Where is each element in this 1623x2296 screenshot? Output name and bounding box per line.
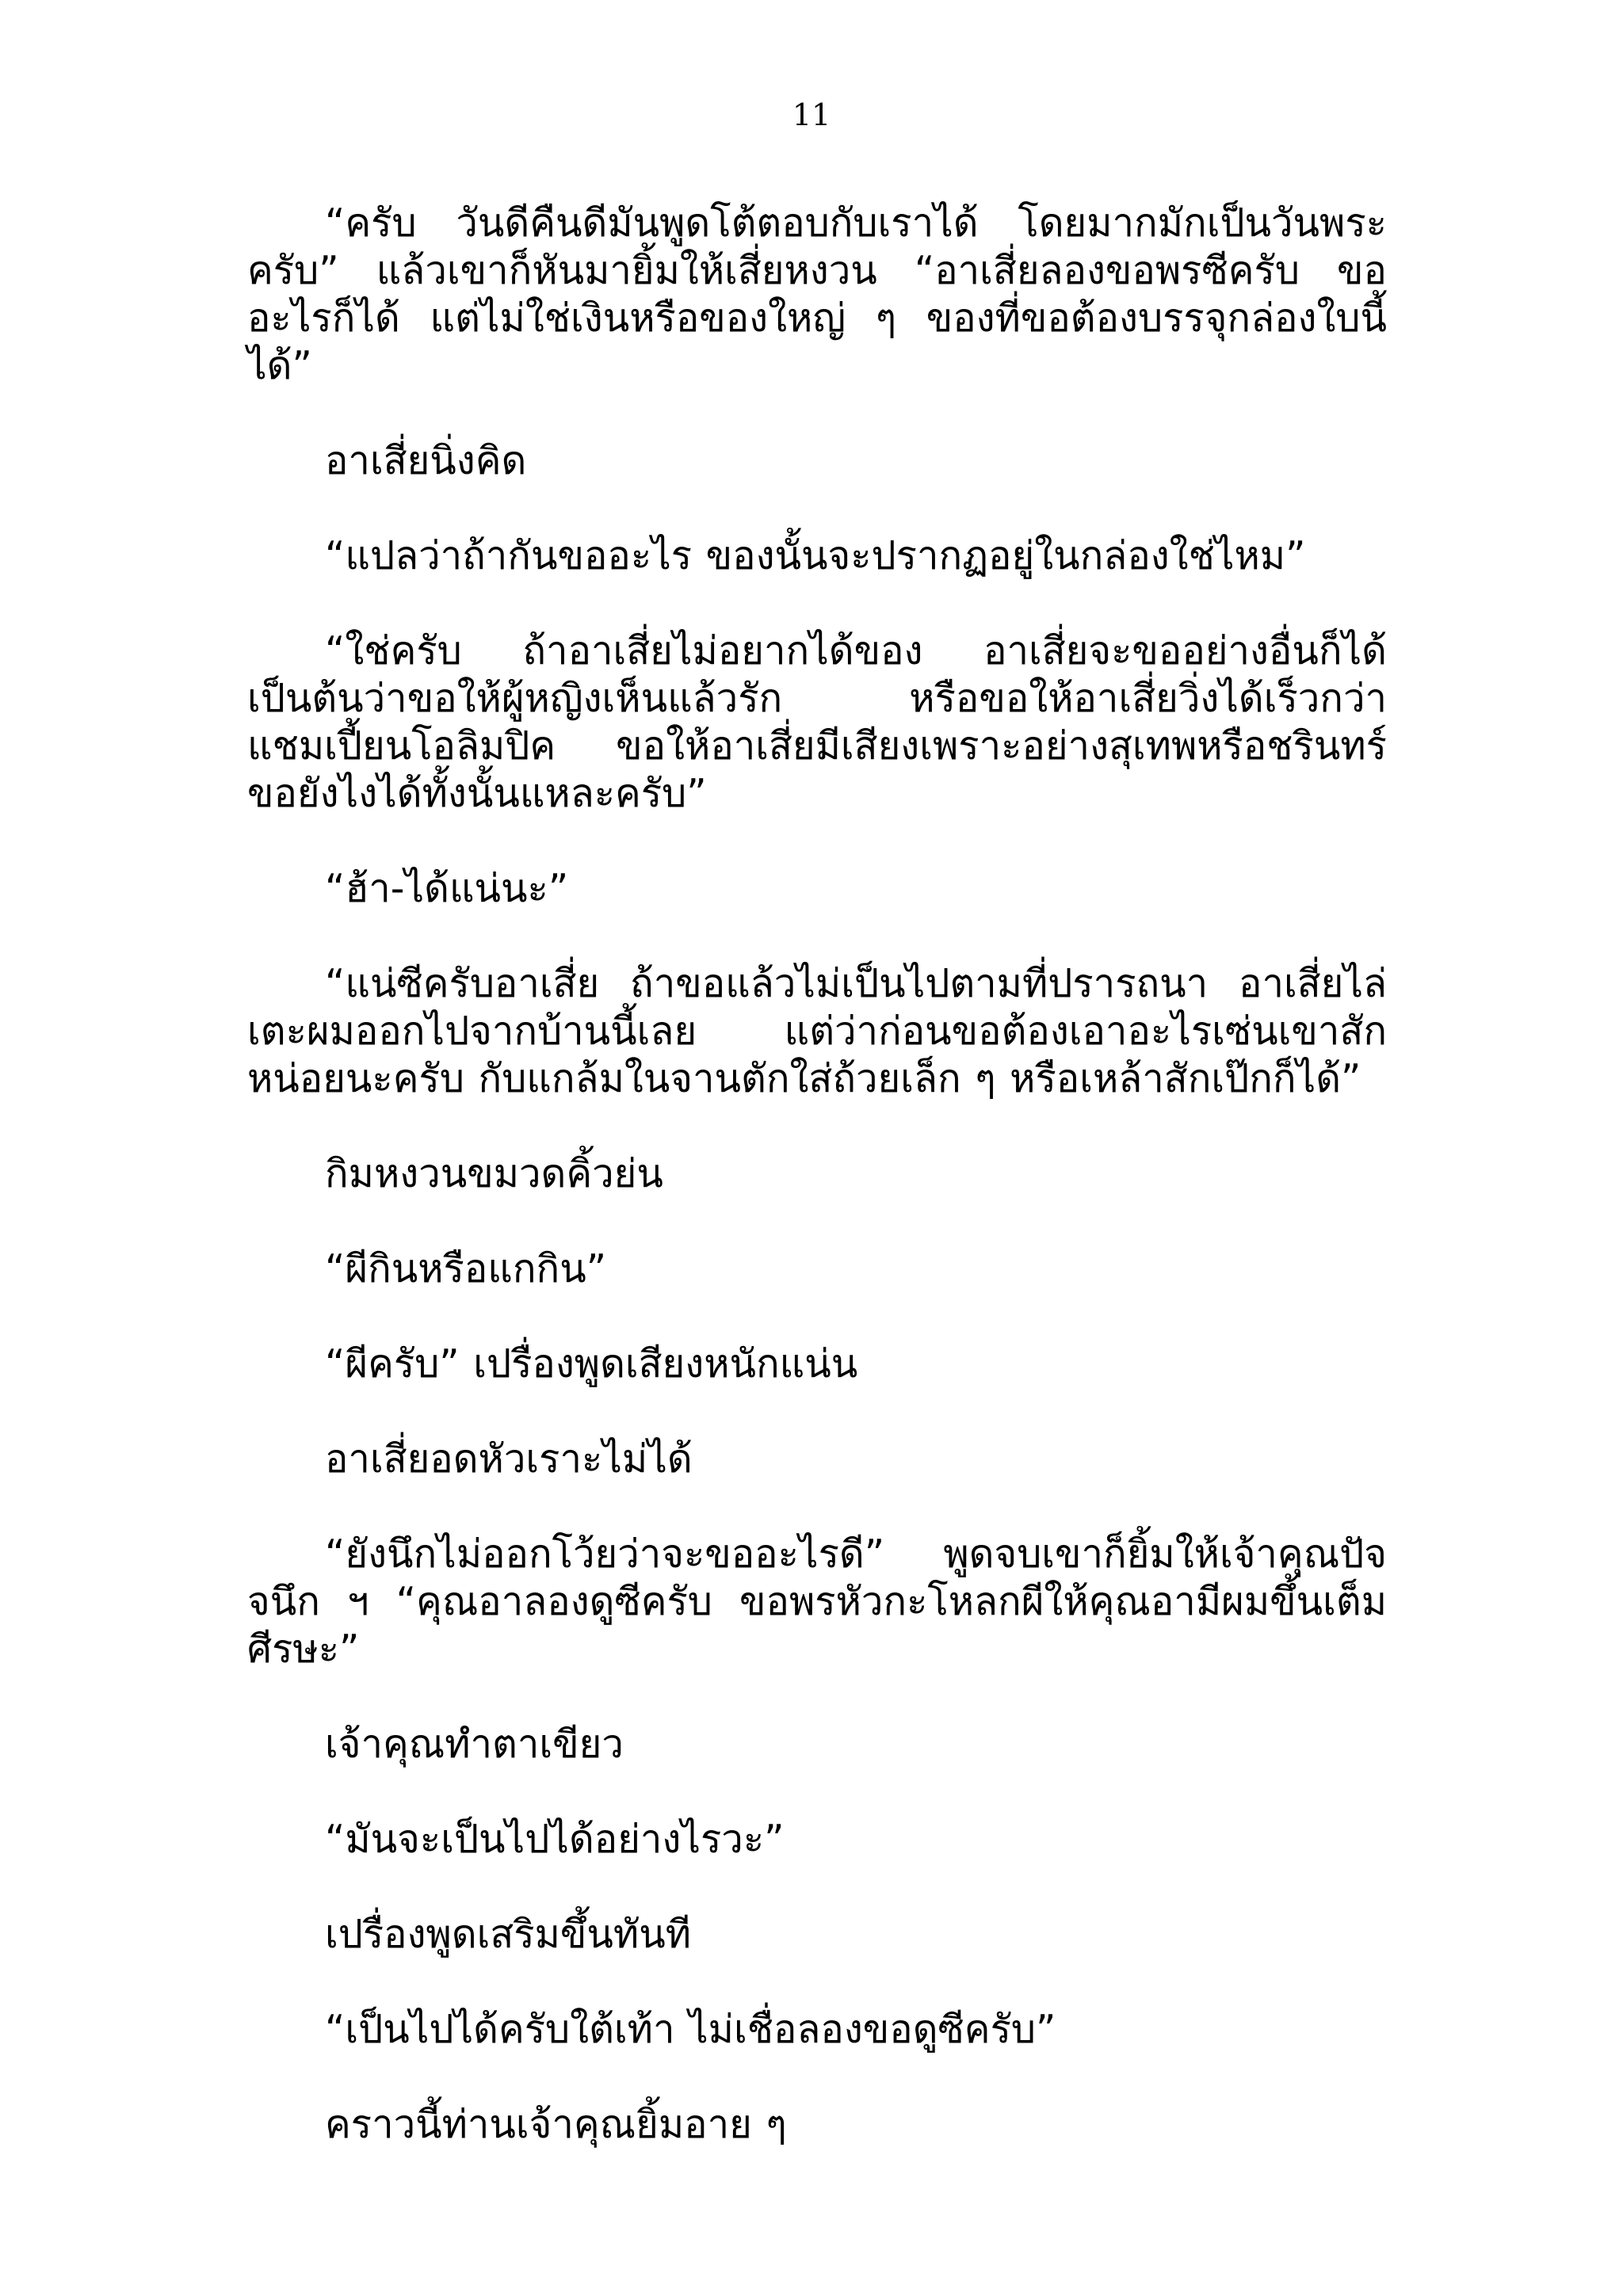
paragraph: อาเสี่ยอดหัวเราะไม่ได้ [325,1436,693,1482]
paragraph: “ฮ้า-ได้แน่นะ” [325,866,569,911]
paragraph: “มันจะเป็นไปได้อย่างไรวะ” [325,1817,785,1862]
paragraph: คราวนี้ท่านเจ้าคุณยิ้มอาย ๆ [325,2102,787,2147]
paragraph: “แน่ซีครับอาเสี่ย ถ้าขอแล้วไม่เป็นไปตามที่ปรารถนา อาเสี่ยไล่เตะผมออกไปจากบ้านนี้เลย แต่ว่าก่อนขอต้องเอาอะไรเซ่นเขาสักหน่อยนะครับ กับแกล้มในจานตักใส่ถ้วยเล็ก ๆ หรือเหล้าสักเป๊กก็ได้” [247,961,1387,1101]
paragraph: เจ้าคุณทำตาเขียว [325,1722,624,1767]
paragraph: “แปลว่าถ้ากันขออะไร ของนั้นจะปรากฏอยู่ในกล่องใช่ไหม” [325,533,1306,578]
paragraph: “ผีครับ” เปรื่องพูดเสียงหนักแน่น [325,1341,858,1386]
page-number: 11 [792,97,831,132]
paragraph: เปรื่องพูดเสริมขึ้นทันที [325,1912,692,1957]
paragraph: “ยังนึกไม่ออกโว้ยว่าจะขออะไรดี” พูดจบเขาก็ยิ้มให้เจ้าคุณปัจจนึก ฯ “คุณอาลองดูซีครับ ขอพรหัวกะโหลกผีให้คุณอามีผมขึ้นเต็มศีรษะ” [247,1531,1387,1672]
body-text [247,200,1387,2196]
paragraph: “ผีกินหรือแกกิน” [325,1246,607,1291]
paragraph: “ครับ วันดีคืนดีมันพูดโต้ตอบกับเราได้ โดยมากมักเป็นวันพระครับ” แล้วเขาก็หันมายิ้มให้เสี่ยหงวน “อาเสี่ยลองขอพรซีครับ ขออะไรก็ได้ แต่ไม่ใช่เงินหรือของใหญ่ ๆ ของที่ขอต้องบรรจุกล่องใบนี้ได้” [247,200,1387,388]
paragraph: “เป็นไปได้ครับใต้เท้า ไม่เชื่อลองขอดูซีครับ” [325,2007,1056,2052]
paragraph: อาเสี่ยนิ่งคิด [325,438,527,483]
paragraph: “ใช่ครับ ถ้าอาเสี่ยไม่อยากได้ของ อาเสี่ยจะขออย่างอื่นก็ได้ เป็นต้นว่าขอให้ผู้หญิงเห็นแล้วรัก หรือขอให้อาเสี่ยวิ่งได้เร็วกว่าแชมเปี้ยนโอลิมปิค ขอให้อาเสี่ยมีเสียงเพราะอย่างสุเทพหรือชรินทร์ ขอยังไงได้ทั้งนั้นแหละครับ” [247,628,1387,816]
paragraph: กิมหงวนขมวดคิ้วย่น [325,1151,663,1196]
